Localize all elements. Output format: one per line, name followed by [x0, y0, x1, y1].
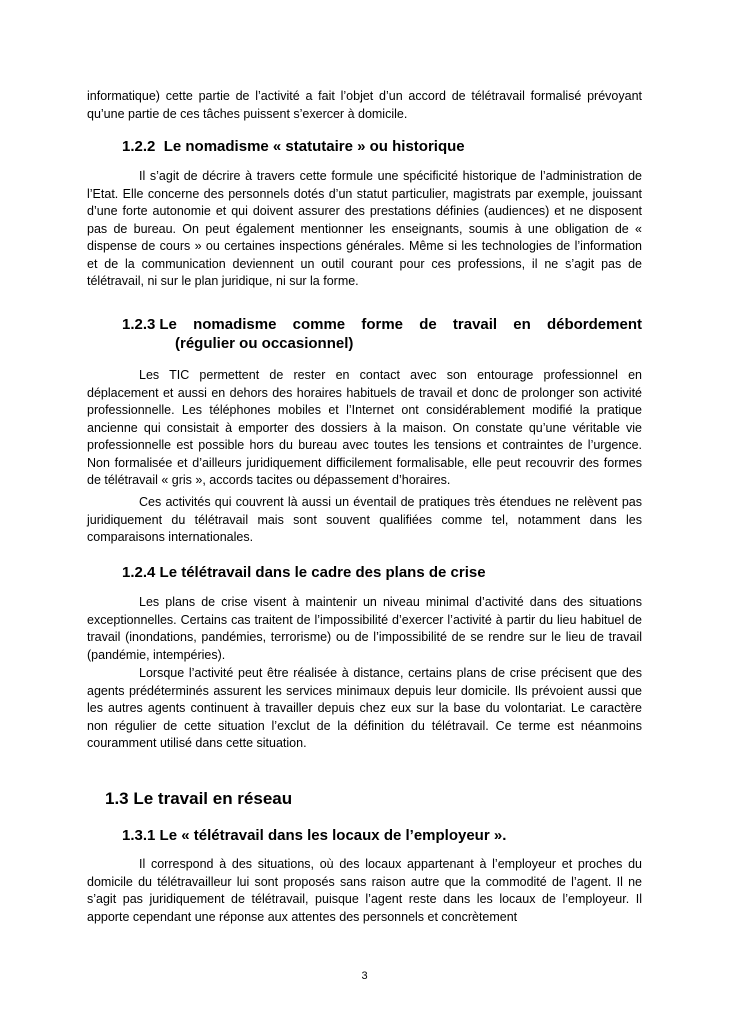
heading-title: Le télétravail dans le cadre des plans de crise: [159, 564, 486, 581]
heading-title: Le nomadisme « statutaire » ou historique: [163, 138, 465, 155]
paragraph-1-2-4-a: Les plans de crise visent à maintenir un niveau minimal d’activité dans des situations exceptionnelles. Certains cas traitent de l’impossibilité d’exercer l’activité à partir du lieu habituel de travail (inondations, pandémies, terrorisme) ou de l’impossibilité de se rendre sur le lieu de travail (pandémie, intempéries).: [87, 595, 642, 662]
paragraph-1-2-4-b: Lorsque l’activité peut être réalisée à distance, certains plans de crise précisent que des agents prédéterminés assurent les services minimaux depuis leur domicile. Ils prévoient aussi que les autres agents continuent à travailler depuis chez eux sur la base du volontariat. Le caractère non régulier de cette situation l’exclut de la définition du télétravail. Ce terme est néanmoins couramment utilisé dans cette situation.: [87, 666, 642, 750]
heading-1-2-4: [122, 563, 486, 582]
heading-title: Le « télétravail dans les locaux de l’employeur ».: [159, 827, 507, 844]
paragraph-1-2-3-b: Ces activités qui couvrent là aussi un éventail de pratiques très étendues ne relèvent pas juridiquement du télétravail mais sont souvent qualifiées comme tel, notamment dans les comparaisons internationales.: [87, 495, 642, 544]
heading-title: Le travail en réseau: [133, 789, 293, 808]
heading-number: 1.2.4: [122, 564, 156, 581]
heading-title-line2: (régulier ou occasionnel): [175, 335, 354, 352]
heading-number: 1.3: [105, 789, 129, 808]
intro-paragraph: informatique) cette partie de l’activité a fait l’objet d’un accord de télétravail formalisé prévoyant qu’une partie de ces tâches puissent s’exercer à domicile.: [87, 89, 642, 121]
paragraph-1-2-2: Il s’agit de décrire à travers cette formule une spécificité historique de l’administration de l’Etat. Elle concerne des personnels dotés d’un statut particulier, magistrats par exemple, jouissant d’une forte autonomie et qui doivent assurer des prestations définies (audiences) et ne disposent pas de bureau. On peut également mentionner les enseignants, soumis à une obligation de « dispense de cours » ou certaines inspections générales. Même si les technologies de l’information et de la communication deviennent un outil courant pour ces professions, il ne s’agit pas de télétravail, ni sur le plan juridique, ni sur la forme.: [87, 169, 642, 288]
heading-1-3: [105, 788, 292, 810]
page-number: 3: [361, 970, 368, 982]
heading-number: 1.3.1: [122, 827, 156, 844]
heading-title-line1: Le nomadisme comme forme de travail en débordement: [159, 316, 642, 333]
heading-1-3-1: [122, 826, 506, 845]
paragraph-1-3-1: Il correspond à des situations, où des locaux appartenant à l’employeur et proches du domicile du télétravailleur lui sont proposés sans raison autre que la commodité de l’agent. Il ne s’agit pas juridiquement de télétravail, puisque l’agent reste dans les locaux de l’employeur. Il apporte cependant une réponse aux attentes des personnels et concrètement: [87, 857, 642, 924]
heading-1-2-2: [122, 137, 465, 156]
paragraph-1-2-3-a: Les TIC permettent de rester en contact avec son entourage professionnel en déplacement et aussi en dehors des horaires habituels de travail et donc de prolonger son activité professionnelle. Les téléphones mobiles et l’Internet ont considérablement modifié la pratique ancienne qui consistait à emporter des dossiers à la maison. On constate qu’une véritable vie professionnelle est possible hors du bureau avec toutes les tensions et contraintes de l’urgence. Non formalisée et d’ailleurs juridiquement difficilement formalisable, elle peut recouvrir des formes de télétravail « gris », accords tacites ou dépassement d’horaires.: [87, 368, 642, 487]
heading-1-2-3: [122, 315, 642, 353]
heading-number: 1.2.2: [122, 138, 156, 155]
heading-number: 1.2.3: [122, 316, 156, 333]
